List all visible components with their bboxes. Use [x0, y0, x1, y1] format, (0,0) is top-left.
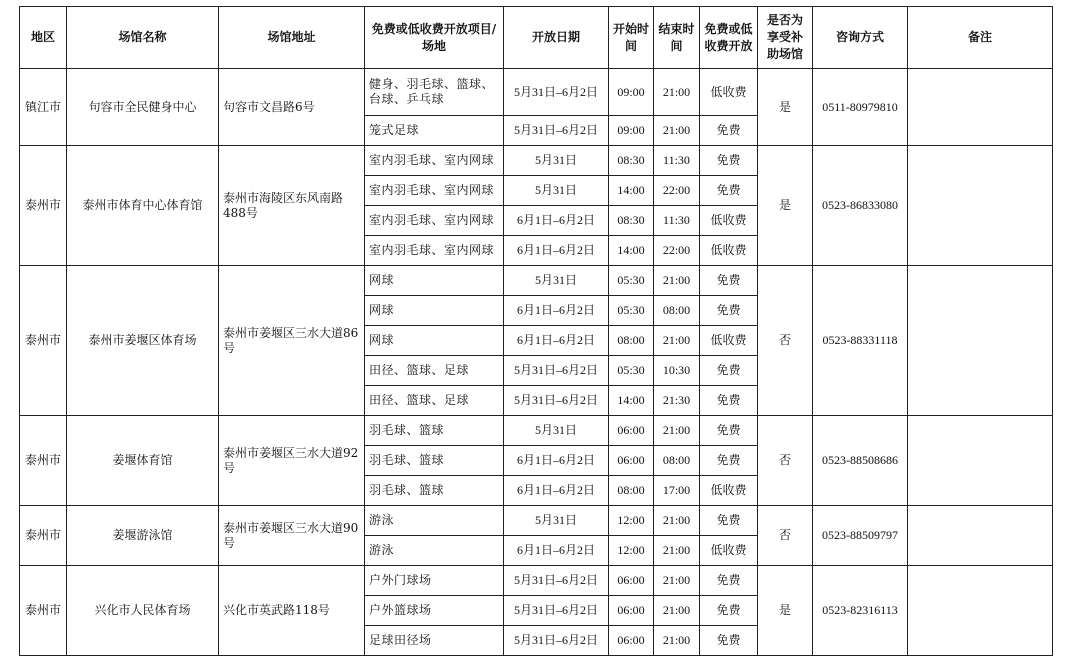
- cell-project: 网球: [365, 266, 504, 296]
- cell-start-time: 09:00: [609, 69, 654, 116]
- cell-venue-address: 泰州市姜堰区三水大道86号: [219, 266, 365, 416]
- cell-end-time: 21:00: [654, 116, 700, 146]
- cell-end-time: 11:30: [654, 146, 700, 176]
- cell-remarks: [908, 566, 1053, 656]
- header-row: [20, 7, 1053, 69]
- cell-subsidized: 是: [758, 146, 813, 266]
- cell-open-date: 6月1日–6月2日: [504, 446, 609, 476]
- cell-fee-type: 低收费: [700, 206, 758, 236]
- cell-contact: 0523-88508686: [813, 416, 908, 506]
- cell-end-time: 08:00: [654, 296, 700, 326]
- cell-end-time: 21:00: [654, 416, 700, 446]
- cell-region: 泰州市: [20, 146, 67, 266]
- cell-remarks: [908, 69, 1053, 146]
- cell-end-time: 21:00: [654, 596, 700, 626]
- cell-remarks: [908, 506, 1053, 566]
- table-row: [20, 69, 1053, 116]
- cell-project: 田径、篮球、足球: [365, 386, 504, 416]
- cell-open-date: 6月1日–6月2日: [504, 296, 609, 326]
- cell-fee-type: 免费: [700, 296, 758, 326]
- cell-start-time: 06:00: [609, 596, 654, 626]
- cell-region: 泰州市: [20, 266, 67, 416]
- cell-open-date: 6月1日–6月2日: [504, 236, 609, 266]
- cell-open-date: 6月1日–6月2日: [504, 206, 609, 236]
- cell-fee-type: 免费: [700, 506, 758, 536]
- cell-project: 网球: [365, 326, 504, 356]
- cell-fee-type: 免费: [700, 176, 758, 206]
- cell-open-date: 5月31日: [504, 176, 609, 206]
- cell-start-time: 05:30: [609, 266, 654, 296]
- cell-start-time: 14:00: [609, 386, 654, 416]
- cell-open-date: 6月1日–6月2日: [504, 536, 609, 566]
- cell-open-date: 6月1日–6月2日: [504, 326, 609, 356]
- cell-end-time: 21:00: [654, 566, 700, 596]
- cell-end-time: 10:30: [654, 356, 700, 386]
- cell-venue-name: 姜堰体育馆: [67, 416, 219, 506]
- header-region: 地区: [20, 7, 67, 69]
- cell-end-time: 22:00: [654, 176, 700, 206]
- cell-venue-address: 句容市文昌路6号: [219, 69, 365, 146]
- cell-project: 羽毛球、篮球: [365, 446, 504, 476]
- cell-project: 游泳: [365, 506, 504, 536]
- cell-fee-type: 免费: [700, 146, 758, 176]
- cell-open-date: 5月31日–6月2日: [504, 69, 609, 116]
- cell-start-time: 12:00: [609, 506, 654, 536]
- cell-venue-name: 姜堰游泳馆: [67, 506, 219, 566]
- cell-end-time: 17:00: [654, 476, 700, 506]
- cell-start-time: 08:30: [609, 206, 654, 236]
- cell-remarks: [908, 266, 1053, 416]
- cell-venue-address: 泰州市姜堰区三水大道92号: [219, 416, 365, 506]
- cell-open-date: 5月31日–6月2日: [504, 626, 609, 656]
- cell-fee-type: 免费: [700, 626, 758, 656]
- cell-end-time: 21:00: [654, 69, 700, 116]
- header-project: 免费或低收费开放项目/场地: [365, 7, 504, 69]
- cell-start-time: 09:00: [609, 116, 654, 146]
- table-row: [20, 266, 1053, 296]
- header-open-date: 开放日期: [504, 7, 609, 69]
- cell-project: 田径、篮球、足球: [365, 356, 504, 386]
- cell-contact: 0511-80979810: [813, 69, 908, 146]
- cell-start-time: 12:00: [609, 536, 654, 566]
- table-body: [20, 69, 1053, 656]
- cell-start-time: 06:00: [609, 446, 654, 476]
- cell-open-date: 6月1日–6月2日: [504, 476, 609, 506]
- cell-fee-type: 免费: [700, 566, 758, 596]
- cell-venue-name: 兴化市人民体育场: [67, 566, 219, 656]
- cell-fee-type: 低收费: [700, 476, 758, 506]
- cell-open-date: 5月31日–6月2日: [504, 116, 609, 146]
- cell-open-date: 5月31日: [504, 146, 609, 176]
- cell-open-date: 5月31日: [504, 266, 609, 296]
- table-row: [20, 506, 1053, 536]
- cell-region: 泰州市: [20, 416, 67, 506]
- cell-fee-type: 低收费: [700, 536, 758, 566]
- cell-start-time: 06:00: [609, 566, 654, 596]
- cell-end-time: 21:00: [654, 266, 700, 296]
- header-venue-name: 场馆名称: [67, 7, 219, 69]
- cell-fee-type: 免费: [700, 386, 758, 416]
- cell-subsidized: 否: [758, 506, 813, 566]
- cell-open-date: 5月31日–6月2日: [504, 596, 609, 626]
- cell-fee-type: 免费: [700, 596, 758, 626]
- cell-fee-type: 免费: [700, 416, 758, 446]
- cell-subsidized: 否: [758, 416, 813, 506]
- cell-project: 笼式足球: [365, 116, 504, 146]
- cell-subsidized: 是: [758, 566, 813, 656]
- cell-end-time: 21:00: [654, 626, 700, 656]
- cell-start-time: 06:00: [609, 626, 654, 656]
- cell-end-time: 21:00: [654, 326, 700, 356]
- cell-project: 室内羽毛球、室内网球: [365, 206, 504, 236]
- cell-start-time: 06:00: [609, 416, 654, 446]
- cell-fee-type: 低收费: [700, 326, 758, 356]
- table-row: [20, 566, 1053, 596]
- cell-start-time: 14:00: [609, 176, 654, 206]
- cell-start-time: 05:30: [609, 356, 654, 386]
- cell-venue-address: 兴化市英武路118号: [219, 566, 365, 656]
- cell-project: 室内羽毛球、室内网球: [365, 236, 504, 266]
- header-end-time: 结束时间: [654, 7, 700, 69]
- cell-project: 足球田径场: [365, 626, 504, 656]
- cell-subsidized: 是: [758, 69, 813, 146]
- cell-open-date: 5月31日: [504, 416, 609, 446]
- cell-open-date: 5月31日: [504, 506, 609, 536]
- cell-remarks: [908, 416, 1053, 506]
- cell-fee-type: 低收费: [700, 236, 758, 266]
- header-contact: 咨询方式: [813, 7, 908, 69]
- cell-venue-name: 句容市全民健身中心: [67, 69, 219, 146]
- venue-table: [19, 6, 1053, 656]
- cell-project: 户外篮球场: [365, 596, 504, 626]
- cell-end-time: 21:30: [654, 386, 700, 416]
- cell-venue-address: 泰州市海陵区东风南路488号: [219, 146, 365, 266]
- cell-region: 镇江市: [20, 69, 67, 146]
- cell-start-time: 08:00: [609, 326, 654, 356]
- cell-end-time: 21:00: [654, 506, 700, 536]
- cell-project: 室内羽毛球、室内网球: [365, 146, 504, 176]
- cell-venue-address: 泰州市姜堰区三水大道90号: [219, 506, 365, 566]
- table-row: [20, 146, 1053, 176]
- cell-fee-type: 免费: [700, 116, 758, 146]
- cell-subsidized: 否: [758, 266, 813, 416]
- cell-start-time: 05:30: [609, 296, 654, 326]
- cell-project: 网球: [365, 296, 504, 326]
- cell-venue-name: 泰州市体育中心体育馆: [67, 146, 219, 266]
- cell-start-time: 14:00: [609, 236, 654, 266]
- cell-contact: 0523-86833080: [813, 146, 908, 266]
- cell-end-time: 22:00: [654, 236, 700, 266]
- cell-contact: 0523-88509797: [813, 506, 908, 566]
- cell-start-time: 08:30: [609, 146, 654, 176]
- cell-contact: 0523-82316113: [813, 566, 908, 656]
- cell-open-date: 5月31日–6月2日: [504, 386, 609, 416]
- cell-end-time: 08:00: [654, 446, 700, 476]
- cell-start-time: 08:00: [609, 476, 654, 506]
- header-fee-type: 免费或低收费开放: [700, 7, 758, 69]
- cell-contact: 0523-88331118: [813, 266, 908, 416]
- header-remarks: 备注: [908, 7, 1053, 69]
- cell-project: 健身、羽毛球、篮球、台球、乒乓球: [365, 69, 504, 116]
- cell-region: 泰州市: [20, 506, 67, 566]
- table-row: [20, 416, 1053, 446]
- cell-end-time: 21:00: [654, 536, 700, 566]
- cell-open-date: 5月31日–6月2日: [504, 356, 609, 386]
- cell-fee-type: 免费: [700, 446, 758, 476]
- cell-project: 羽毛球、篮球: [365, 476, 504, 506]
- cell-open-date: 5月31日–6月2日: [504, 566, 609, 596]
- cell-venue-name: 泰州市姜堰区体育场: [67, 266, 219, 416]
- cell-project: 户外门球场: [365, 566, 504, 596]
- cell-project: 游泳: [365, 536, 504, 566]
- cell-end-time: 11:30: [654, 206, 700, 236]
- header-venue-address: 场馆地址: [219, 7, 365, 69]
- cell-fee-type: 免费: [700, 266, 758, 296]
- cell-remarks: [908, 146, 1053, 266]
- cell-fee-type: 免费: [700, 356, 758, 386]
- header-start-time: 开始时间: [609, 7, 654, 69]
- cell-project: 羽毛球、篮球: [365, 416, 504, 446]
- header-subsidized: 是否为享受补助场馆: [758, 7, 813, 69]
- cell-fee-type: 低收费: [700, 69, 758, 116]
- cell-region: 泰州市: [20, 566, 67, 656]
- cell-project: 室内羽毛球、室内网球: [365, 176, 504, 206]
